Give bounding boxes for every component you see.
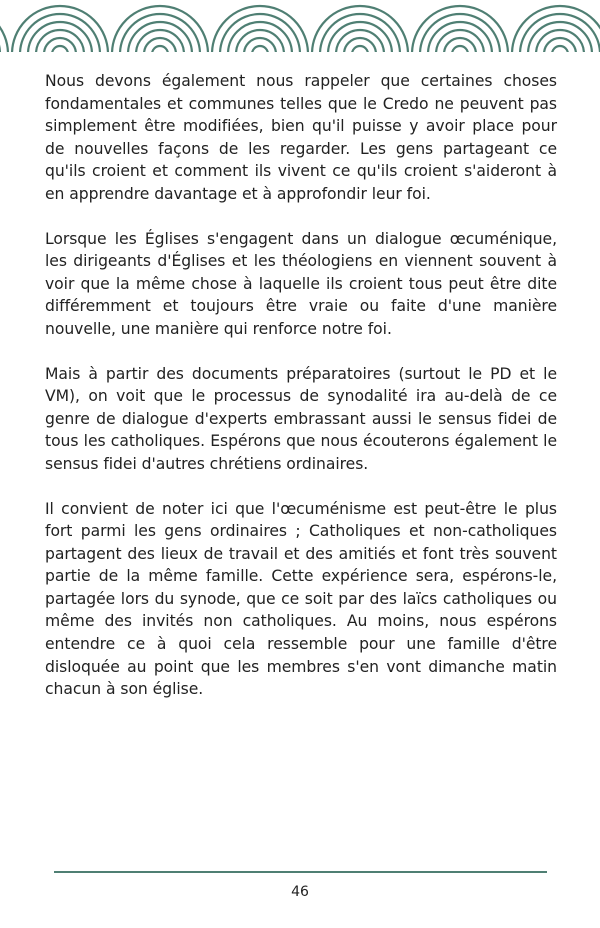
header-arc (352, 46, 368, 52)
header-arc (252, 46, 268, 52)
header-arc (52, 46, 68, 52)
paragraph-oecumenisme-ordinaire: Il convient de noter ici que l'œcuménisme est peut-être le plus fort parmi les gens ordinaires ; Catholiques et non-catholiques partagent des lieux de travail et des amitiés et font très souvent partie de la même famille. Cette expérience sera, espérons-le, partagée lors du synode, que ce soit par des laïcs catholiques ou même des invités non catholiques. Au moins, nous espérons entendre ce à quoi cela ressemble pour une famille d'être disloquée au point que les membres s'en vont dimanche matin chacun à son église. (45, 499, 557, 699)
page-body (45, 70, 557, 723)
header-arc (236, 30, 284, 52)
header-arc (552, 46, 568, 52)
footer-divider (54, 871, 547, 873)
paragraph-credo: Nous devons également nous rappeler que certaines choses fondamentales et communes telles que le Credo ne peuvent pas simplement être modifiées, bien qu'il puisse y avoir place pour de nouvelles façons de les regarder. Les gens partageant ce qu'ils croient et comment ils vivent ce qu'ils croient s'aideront à en apprendre davantage et à approfondir leur foi. (45, 72, 557, 203)
header-arc (336, 30, 384, 52)
paragraph-synodalite: Mais à partir des documents préparatoires (surtout le PD et le VM), on voit que le processus de synodalité ira au-delà de ce genre de dialogue d'experts embrassant aussi le sensus fidei de tous les catholiques. Espérons que nous écouterons également le sensus fidei d'autres chrétiens ordinaires. (45, 364, 557, 473)
header-arc (136, 30, 184, 52)
header-arc (536, 30, 584, 52)
paragraph-dialogue-oecumenique: Lorsque les Églises s'engagent dans un dialogue œcuménique, les dirigeants d'Églises et les théologiens en viennent souvent à voir que la même chose à laquelle ils croient tous peut être dite différemment et toujours être vraie ou faite d'une manière nouvelle, une manière qui renforce notre foi. (45, 229, 557, 338)
header-arc (452, 46, 468, 52)
header-arc (0, 6, 8, 52)
page-number: 46 (291, 884, 309, 900)
header-arc (152, 46, 168, 52)
header-arc (36, 30, 84, 52)
header-decoration (0, 0, 600, 52)
header-arc (512, 6, 600, 52)
header-arc (436, 30, 484, 52)
concentric-arcs-pattern-icon (0, 0, 600, 52)
